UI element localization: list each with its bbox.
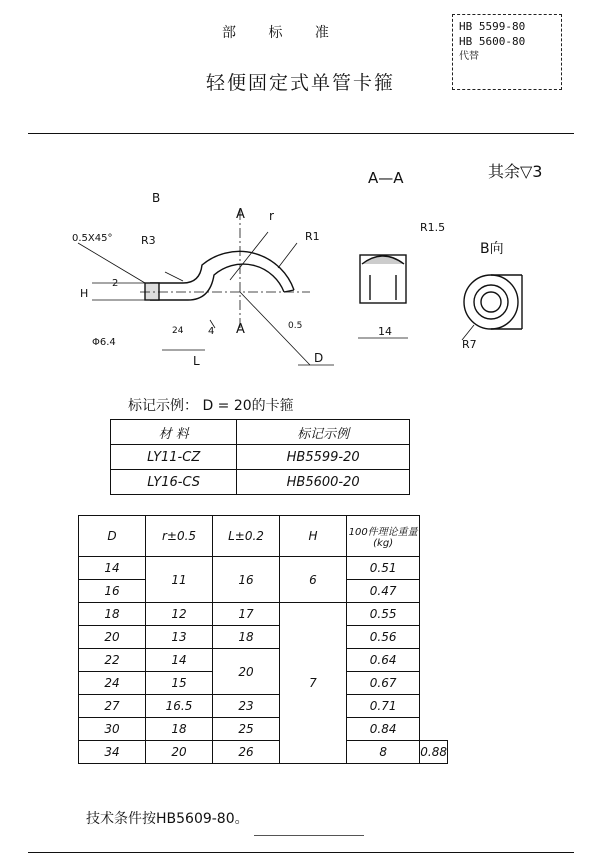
l-cell: 18 — [213, 626, 280, 649]
note-underline — [254, 835, 364, 836]
col-header-weight: 100件理论重量(kg) — [347, 516, 420, 557]
weight-cell: 0.71 — [347, 695, 420, 718]
view-b-label: B向 — [480, 241, 504, 257]
weight-cell: 0.64 — [347, 649, 420, 672]
table-row — [79, 741, 448, 764]
r-cell: 12 — [146, 603, 213, 626]
l-cell: 25 — [213, 718, 280, 741]
r-cell: 14 — [146, 649, 213, 672]
marking-example-table — [110, 419, 410, 495]
length-l-label: L — [193, 354, 200, 368]
radius-r15-label: R1.5 — [420, 221, 446, 234]
footer-divider — [28, 852, 574, 853]
r-cell: 11 — [146, 557, 213, 603]
col-header-r: r±0.5 — [146, 516, 213, 557]
header-divider — [28, 133, 574, 134]
radius-r7-label: R7 — [462, 338, 477, 351]
standard-code-1: HB 5599-80 — [459, 20, 526, 33]
clamp-band-outer — [150, 251, 294, 290]
d-cell: 27 — [79, 695, 146, 718]
document-title: 轻便固定式单管卡箍 — [206, 72, 396, 94]
weight-cell: 0.47 — [347, 580, 420, 603]
issuing-authority: 部 标 准 — [222, 25, 343, 41]
diameter-d-label: D — [314, 351, 324, 365]
dim-4-label: 4 — [208, 326, 215, 337]
section-a-top-label: A — [236, 207, 245, 222]
l-cell: 26 — [213, 741, 280, 764]
d-cell: 18 — [79, 603, 146, 626]
r-cell: 16.5 — [146, 695, 213, 718]
table-row — [79, 649, 448, 672]
clamp-band-inner — [150, 264, 284, 300]
col-header-l: L±0.2 — [213, 516, 280, 557]
l-cell: 20 — [213, 649, 280, 695]
r-cell: 20 — [146, 741, 213, 764]
table-row — [79, 603, 448, 626]
weight-cell: 0.51 — [347, 557, 420, 580]
table-row — [79, 695, 448, 718]
material-header: 材 料 — [111, 420, 237, 445]
clamp-tab — [145, 283, 159, 300]
r-cell: 15 — [146, 672, 213, 695]
thickness-2-label: 2 — [112, 278, 119, 289]
view-b-outer-circle — [464, 275, 518, 329]
section-aa-label: A—A — [368, 169, 404, 187]
col-header-d: D — [79, 516, 146, 557]
marking-example-caption: 标记示例： D = 20的卡箍 — [128, 398, 294, 414]
supersedes-note: 代替 — [459, 51, 479, 62]
r-cell: 18 — [146, 718, 213, 741]
l-cell: 23 — [213, 695, 280, 718]
spec-table — [78, 515, 448, 764]
section-a-bottom-label: A — [236, 322, 245, 337]
d-cell: 20 — [79, 626, 146, 649]
marking-cell: HB5600-20 — [237, 470, 410, 495]
material-cell: LY11-CZ — [111, 445, 237, 470]
standard-code-2: HB 5600-80 — [459, 35, 526, 48]
technical-drawing — [0, 140, 600, 385]
b-arrow-label: B — [152, 191, 161, 205]
weight-cell: 0.88 — [420, 741, 448, 764]
hole-diameter-label: Φ6.4 — [92, 337, 116, 348]
table-row — [79, 718, 448, 741]
d-cell: 34 — [79, 741, 146, 764]
dim-24-label: 24 — [172, 326, 184, 336]
d-cell: 22 — [79, 649, 146, 672]
material-cell: LY16-CS — [111, 470, 237, 495]
height-h-label: H — [80, 287, 89, 300]
weight-cell: 0.84 — [347, 718, 420, 741]
d-cell: 14 — [79, 557, 146, 580]
chamfer-label: 0.5X45° — [72, 233, 113, 244]
r-cell: 13 — [146, 626, 213, 649]
d-cell: 30 — [79, 718, 146, 741]
radius-r1-label: R1 — [305, 230, 320, 243]
surface-finish-note: 其余▽3 — [488, 162, 543, 181]
radius-r-label: r — [269, 209, 274, 223]
radius-r3-label: R3 — [141, 234, 156, 247]
weight-cell: 0.67 — [347, 672, 420, 695]
standard-number-box — [452, 14, 562, 90]
table-row — [79, 557, 448, 580]
weight-cell: 0.56 — [347, 626, 420, 649]
h-cell: 7 — [280, 603, 347, 764]
marking-header: 标记示例 — [237, 420, 410, 445]
table-row — [111, 470, 410, 495]
width-14-label: 14 — [378, 325, 392, 338]
table-row — [79, 626, 448, 649]
d-cell: 24 — [79, 672, 146, 695]
h-cell: 6 — [280, 557, 347, 603]
d-cell: 16 — [79, 580, 146, 603]
l-cell: 17 — [213, 603, 280, 626]
dim-05-label: 0.5 — [288, 321, 303, 331]
technical-conditions-note: 技术条件按HB5609-80。 — [86, 811, 249, 827]
col-header-h: H — [280, 516, 347, 557]
h-cell: 8 — [347, 741, 420, 764]
table-row — [111, 445, 410, 470]
weight-cell: 0.55 — [347, 603, 420, 626]
marking-cell: HB5599-20 — [237, 445, 410, 470]
l-cell: 16 — [213, 557, 280, 603]
